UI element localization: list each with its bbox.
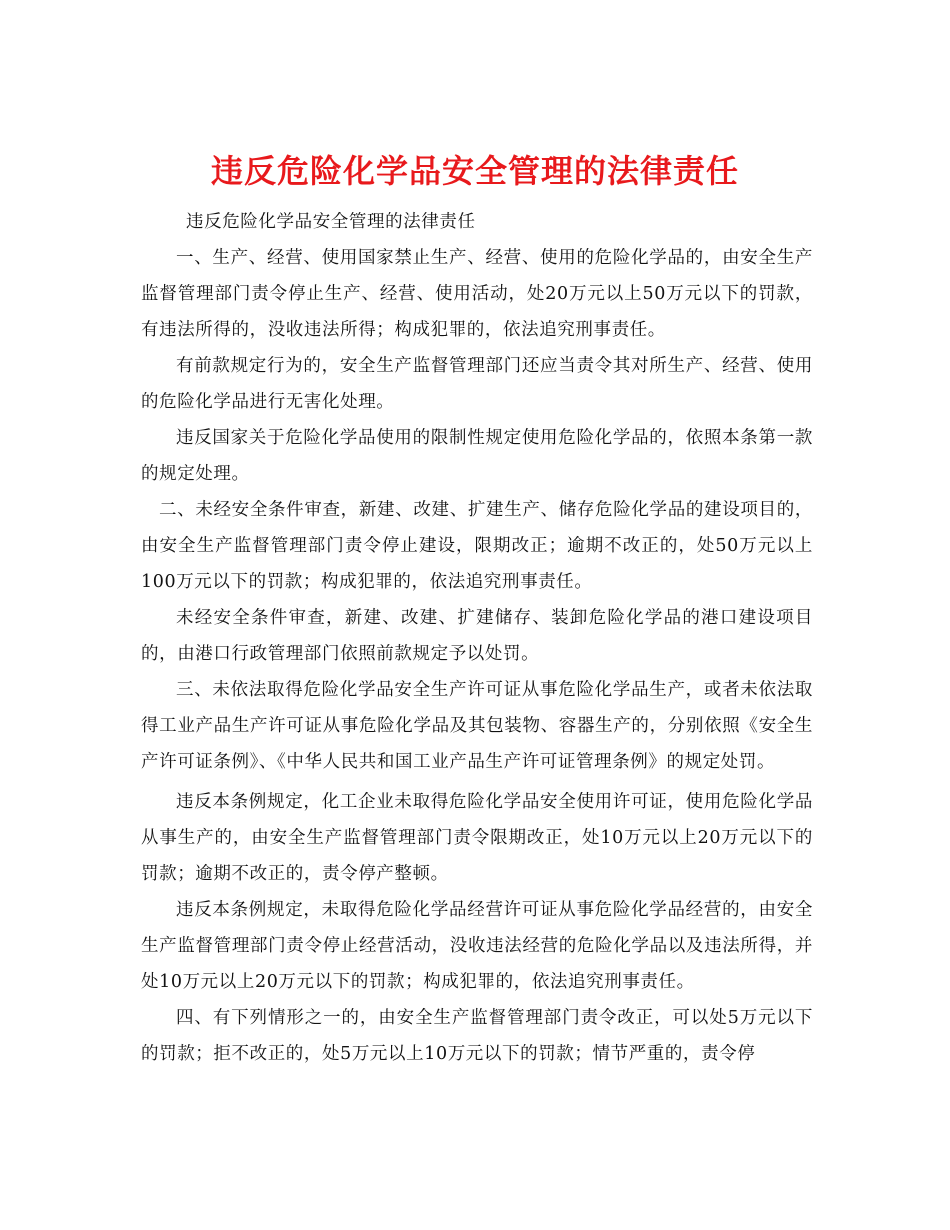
paragraph-5: 未经安全条件审查，新建、改建、扩建储存、装卸危险化学品的港口建设项目的，由港口行政管理部门依照前款规定予以处罚。 bbox=[141, 608, 813, 664]
paragraph-4: 二、未经安全条件审查，新建、改建、扩建生产、储存危险化学品的建设项目的，由安全生产监督管理部门责令停止建设，限期改正；逾期不改正的，处50万元以上100万元以下的罚款；构成犯罪的，依法追究刑事责任。 bbox=[141, 500, 813, 592]
paragraph-3: 违反国家关于危险化学品使用的限制性规定使用危险化学品的，依照本条第一款的规定处理。 bbox=[141, 428, 813, 484]
paragraph-7: 违反本条例规定，化工企业未取得危险化学品安全使用许可证，使用危险化学品从事生产的，由安全生产监督管理部门责令限期改正，处10万元以上20万元以下的罚款；逾期不改正的，责令停产整顿。 bbox=[141, 792, 813, 884]
document-title: 违反危险化学品安全管理的法律责任 bbox=[210, 152, 739, 191]
paragraph-subtitle: 违反危险化学品安全管理的法律责任 bbox=[186, 212, 476, 232]
document-body bbox=[141, 204, 813, 1072]
paragraph-2: 有前款规定行为的，安全生产监督管理部门还应当责令其对所生产、经营、使用的危险化学品进行无害化处理。 bbox=[141, 356, 813, 412]
paragraph-9: 四、有下列情形之一的，由安全生产监督管理部门责令改正，可以处5万元以下的罚款；拒不改正的，处5万元以上10万元以下的罚款；情节严重的，责令停 bbox=[141, 1008, 813, 1064]
paragraph-6: 三、未依法取得危险化学品安全生产许可证从事危险化学品生产，或者未依法取得工业产品生产许可证从事危险化学品及其包装物、容器生产的，分别依照《安全生产许可证条例》、《中华人民共和国工业产品生产许可证管理条例》的规定处罚。 bbox=[141, 680, 813, 772]
paragraph-8: 违反本条例规定，未取得危险化学品经营许可证从事危险化学品经营的，由安全生产监督管理部门责令停止经营活动，没收违法经营的危险化学品以及违法所得，并处10万元以上20万元以下的罚款；构成犯罪的，依法追究刑事责任。 bbox=[141, 900, 813, 992]
paragraph-1: 一、生产、经营、使用国家禁止生产、经营、使用的危险化学品的，由安全生产监督管理部门责令停止生产、经营、使用活动，处20万元以上50万元以下的罚款，有违法所得的，没收违法所得；构成犯罪的，依法追究刑事责任。 bbox=[141, 248, 813, 340]
